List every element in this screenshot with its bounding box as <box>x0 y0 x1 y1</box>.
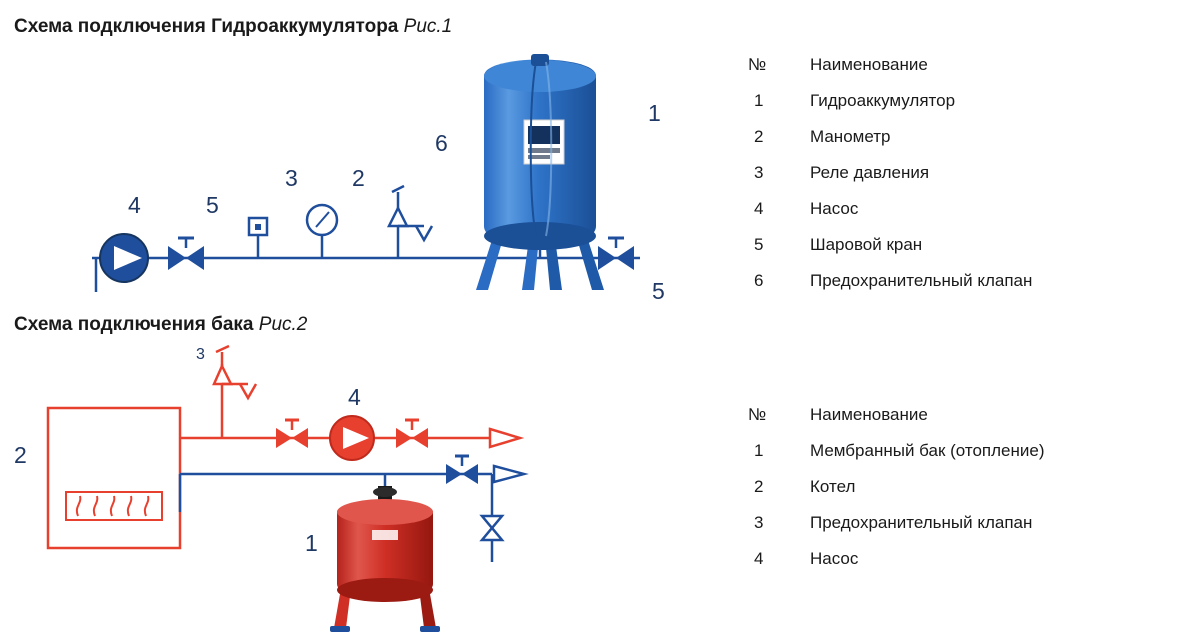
legend-item-name: Котел <box>810 477 856 496</box>
flow-arrow-blue <box>494 466 524 482</box>
ball-valve-left <box>168 238 204 270</box>
legend-item-num: 1 <box>754 441 764 460</box>
legend-item-num: 4 <box>754 199 764 218</box>
legend-item-name: Насос <box>810 549 859 568</box>
legend-header-row <box>748 55 1032 91</box>
legend-row <box>748 235 1032 271</box>
figure-1-title <box>14 16 452 38</box>
ball-valve-2-right <box>396 420 428 448</box>
callout-1-tank: 1 <box>648 100 661 126</box>
callout-2-manometer: 2 <box>352 165 365 191</box>
figure-2-title <box>14 314 307 336</box>
legend-row <box>748 199 1032 235</box>
pressure-switch-symbol <box>249 218 267 258</box>
ball-valve-right <box>598 238 634 270</box>
legend-item-num: 2 <box>754 127 764 146</box>
legend-item-num: 3 <box>754 163 764 182</box>
figure-1-diagram <box>0 40 720 310</box>
legend-row <box>748 91 1032 127</box>
ball-valve-2-left <box>276 420 308 448</box>
legend-item-name: Гидроаккумулятор <box>810 91 956 110</box>
figure-2-diagram <box>0 340 720 639</box>
callout-1-membrane-tank: 1 <box>305 530 318 556</box>
legend-header-num: № <box>748 55 767 74</box>
legend-row <box>748 477 1045 513</box>
manometer-symbol <box>307 205 337 258</box>
legend-header-num: № <box>748 405 767 424</box>
ball-valve-2-return <box>446 456 478 484</box>
callout-3-switch: 3 <box>285 165 298 191</box>
pump-symbol <box>100 234 148 282</box>
figure-1-title-text: Схема подключения Гидроаккумулятора <box>14 16 399 37</box>
flow-arrow-red <box>490 429 520 447</box>
callout-4-pump: 4 <box>128 192 141 218</box>
figure-2-number: Рис.2 <box>258 314 308 335</box>
callout-6-safety-valve: 6 <box>435 130 448 156</box>
boiler-symbol <box>48 408 180 548</box>
callout-5-valve-left: 5 <box>206 192 219 218</box>
legend-row <box>748 441 1045 477</box>
legend-item-name: Шаровой кран <box>810 235 923 254</box>
legend-item-name: Реле давления <box>810 163 930 182</box>
callout-5-valve-right: 5 <box>652 278 665 304</box>
legend-item-num: 6 <box>754 271 764 290</box>
legend-row <box>748 271 1032 307</box>
legend-item-name: Манометр <box>810 127 891 146</box>
legend-item-num: 5 <box>754 235 764 254</box>
legend-row <box>748 549 1045 585</box>
safety-valve-symbol <box>389 186 432 258</box>
figure-2-legend <box>748 405 1045 585</box>
legend-item-name: Предохранительный клапан <box>810 271 1033 290</box>
legend-item-num: 3 <box>754 513 764 532</box>
figure-2-title-text: Схема подключения бака <box>14 314 254 335</box>
callout-4-pump: 4 <box>348 384 361 410</box>
drain-valve-symbol <box>482 516 502 562</box>
legend-item-num: 1 <box>754 91 764 110</box>
legend-item-num: 4 <box>754 549 764 568</box>
legend-item-name: Насос <box>810 199 859 218</box>
legend-header-name: Наименование <box>810 55 928 74</box>
legend-row <box>748 163 1032 199</box>
callout-3-safety-valve: 3 <box>196 346 205 363</box>
legend-item-num: 2 <box>754 477 764 496</box>
figure-1-number: Рис.1 <box>403 16 453 37</box>
legend-header-name: Наименование <box>810 405 928 424</box>
legend-item-name: Предохранительный клапан <box>810 513 1033 532</box>
membrane-tank <box>330 486 440 632</box>
legend-row <box>748 513 1045 549</box>
figure-1-legend <box>748 55 1032 307</box>
legend-item-name: Мембранный бак (отопление) <box>810 441 1045 460</box>
legend-header-row <box>748 405 1045 441</box>
legend-row <box>748 127 1032 163</box>
callout-2-boiler: 2 <box>14 442 27 468</box>
safety-valve-2-symbol <box>214 346 256 398</box>
pump-2-symbol <box>330 416 374 460</box>
